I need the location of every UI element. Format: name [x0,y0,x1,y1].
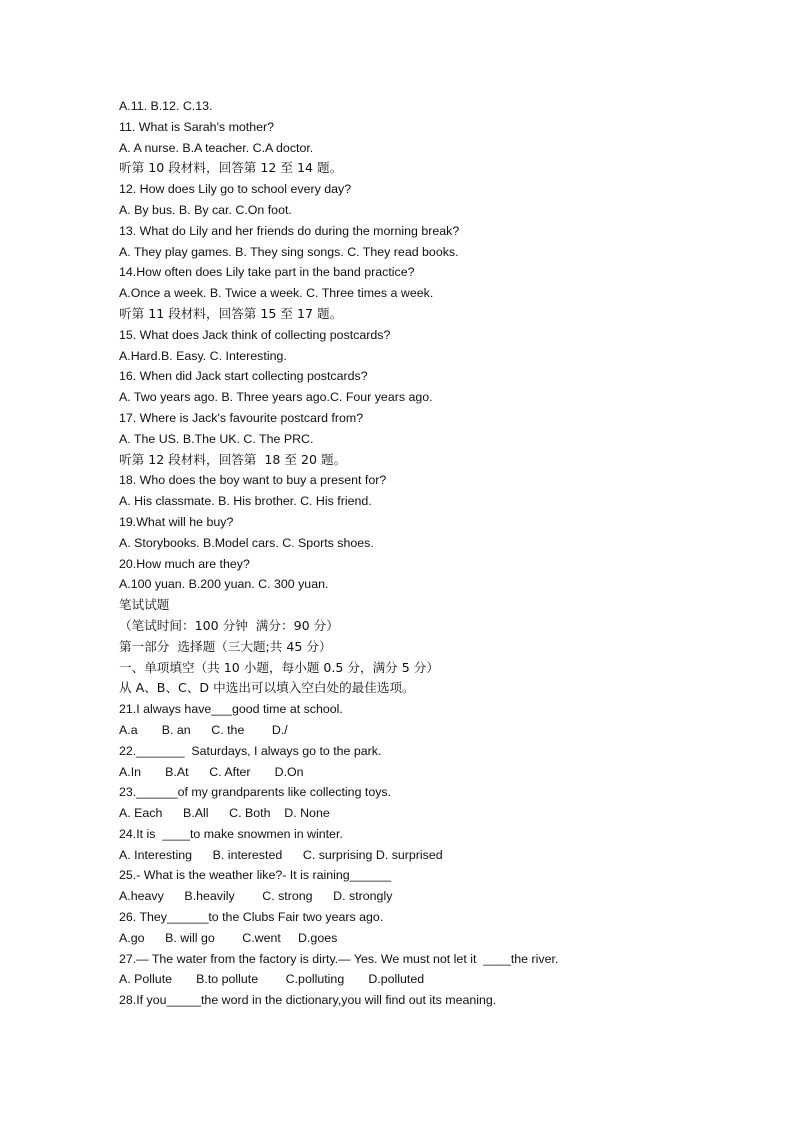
question-text: 25.- What is the weather like?- It is raining______ [119,868,392,883]
answer-options: A. The US. B.The UK. C. The PRC. [119,431,314,446]
answer-options: A.Hard.B. Easy. C. Interesting. [119,348,287,363]
question-text: 19.What will he buy? [119,514,234,529]
answer-options: A.go B. will go C.went D.goes [119,930,338,945]
answer-options: A.In B.At C. After D.On [119,764,304,779]
answer-options: A. By bus. B. By car. C.On foot. [119,202,292,217]
section-heading: 听第 11 段材料，回答第 15 至 17 题。 [119,305,343,321]
question-text: 14.How often does Lily take part in the band practice? [119,265,415,280]
answer-options: A. Storybooks. B.Model cars. C. Sports shoes. [119,535,374,550]
question-text: 27.— The water from the factory is dirty.— Yes. We must not let it ____the river. [119,951,559,966]
answer-options: A. They play games. B. They sing songs. C. They read books. [119,244,459,259]
question-text: 13. What do Lily and her friends do during the morning break? [119,223,460,238]
answer-options: A. Two years ago. B. Three years ago.C. Four years ago. [119,390,433,405]
section-heading: 笔试试题 [119,597,170,613]
answer-options: A. A nurse. B.A teacher. C.A doctor. [119,140,314,155]
question-text: 15. What does Jack think of collecting postcards? [119,327,391,342]
question-text: 26. They______to the Clubs Fair two years ago. [119,910,384,925]
section-heading: 第一部分 选择题（三大题;共 45 分） [119,638,332,654]
answer-options: A.11. B.12. C.13. [119,99,213,113]
question-text: 20.How much are they? [119,556,250,571]
section-heading: 一、单项填空（共 10 小题，每小题 0.5 分，满分 5 分） [119,659,439,675]
exam-page [119,96,759,1011]
question-text: 16. When did Jack start collecting postcards? [119,369,368,384]
section-heading: 从 A、B、C、D 中选出可以填入空白处的最佳选项。 [119,680,415,696]
section-heading: 听第 10 段材料，回答第 12 至 14 题。 [119,160,343,176]
question-text: 17. Where is Jack's favourite postcard from? [119,410,364,425]
question-text: 12. How does Lily go to school every day? [119,182,352,197]
answer-options: A. Pollute B.to pollute C.polluting D.polluted [119,972,425,987]
question-text: 22._______ Saturdays, I always go to the park. [119,743,382,758]
question-text: 28.If you_____the word in the dictionary,you will find out its meaning. [119,993,497,1008]
answer-options: A. Each B.All C. Both D. None [119,806,330,821]
section-heading: （笔试时间：100 分钟 满分：90 分） [119,617,339,633]
question-text: 18. Who does the boy want to buy a present for? [119,473,387,488]
answer-options: A.Once a week. B. Twice a week. C. Three times a week. [119,286,434,301]
answer-options: A. Interesting B. interested C. surprising D. surprised [119,847,443,862]
question-text: 24.It is ____to make snowmen in winter. [119,826,343,841]
answer-options: A.heavy B.heavily C. strong D. strongly [119,889,393,904]
section-heading: 听第 12 段材料，回答第 18 至 20 题。 [119,451,347,467]
question-text: 23.______of my grandparents like collecting toys. [119,785,392,800]
question-text: 11. What is Sarah's mother? [119,119,275,134]
answer-options: A. His classmate. B. His brother. C. His friend. [119,494,372,509]
question-text: 21.I always have___good time at school. [119,702,343,717]
answer-options: A.100 yuan. B.200 yuan. C. 300 yuan. [119,577,329,592]
answer-options: A.a B. an C. the D./ [119,722,288,737]
